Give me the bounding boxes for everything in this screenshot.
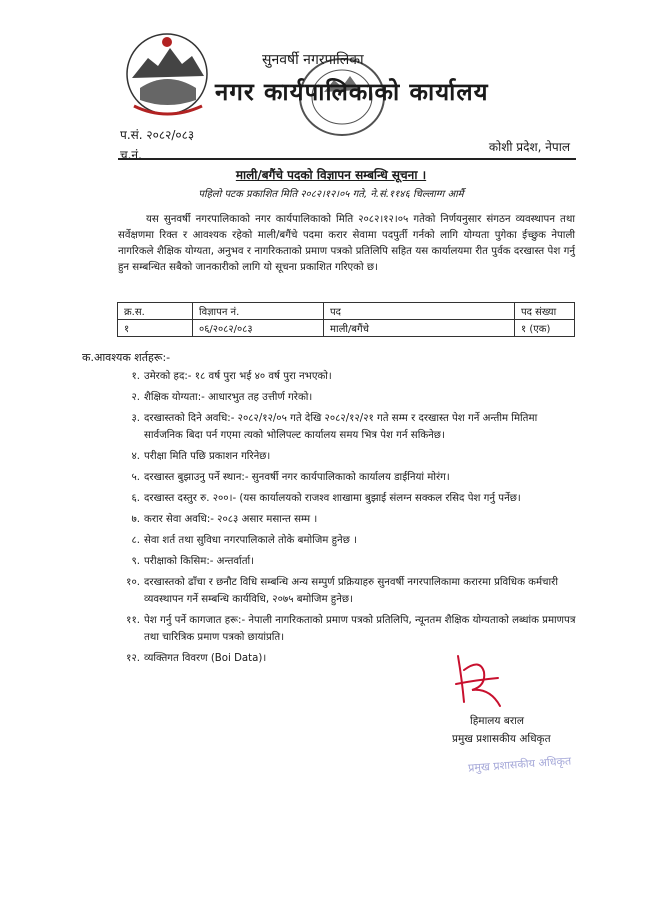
chalani-number: च.नं. — [120, 148, 142, 162]
office-name: नगर कार्यपालिकाको कार्यालय — [215, 78, 489, 106]
item-number: १०. — [126, 577, 140, 588]
list-item — [118, 511, 576, 528]
item-text: दरखास्त बुझाउनु पर्ने स्थान:- सुनवर्षी नगर कार्यपालिकाको कार्यालय डाईनियां मोरंग। — [144, 472, 450, 483]
item-number: ५. — [131, 472, 140, 483]
header-post: पद — [324, 303, 515, 320]
item-text: उमेरको हद:- १८ वर्ष पुरा भई ४० वर्ष पुरा नभएको। — [144, 371, 332, 382]
item-number: ७. — [131, 514, 140, 525]
item-text: परीक्षाको किसिम:- अन्तर्वार्ता। — [144, 556, 254, 567]
item-number: १. — [131, 371, 140, 382]
cell-advert-no: ०६/२०८२/०८३ — [193, 320, 324, 337]
item-text: परीक्षा मिति पछि प्रकाशन गरिनेछ। — [144, 451, 271, 462]
item-number: १२. — [126, 653, 140, 664]
item-number: ४. — [131, 451, 140, 462]
cell-post-count: १ (एक) — [515, 320, 575, 337]
item-number: २. — [131, 392, 140, 403]
list-item — [118, 490, 576, 507]
item-number: ८. — [131, 535, 140, 546]
item-text: दरखास्तको दिने अवधि:- २०८२/१२/०५ गते देखि २०८२/१२/२१ गते सम्म र दरखास्त पेश गर्ने अन्तीम मितिमा सार्वजनिक बिदा पर्न गएमा त्यको भोलिपल्ट कार्यालय समय भित्र पेश गर्न सकिनेछ। — [144, 413, 538, 441]
notice-intro: यस सुनवर्षी नगरपालिकाको नगर कार्यपालिकाको मिति २०८२।१२।०५ गतेको निर्णयनुसार संगठन व्यवस्थापन तथा सर्वेक्षणमा रिक्त र आवश्यक रहेको माली/बगैंचे पदमा करार सेवामा पदपुर्ती गर्नको लागि योग्यता पुगेका ईच्छुक नेपाली नागरिकले शैक्षिक योग्यता, अनुभव र नागरिकताको प्रमाण पत्रको प्रतिलिपि सहित यस कार्यालयमा रीत पुर्वक दरखास्त पेश गर्नु हुन सम्बन्धित सबैको जानकारीको लागि यो सूचना प्रकाशित गरिएको छ। — [118, 214, 575, 273]
list-item — [118, 410, 576, 444]
item-text: करार सेवा अवधि:- २०८३ असार मसान्त सम्म । — [144, 514, 318, 525]
item-number: ११. — [126, 615, 140, 626]
notice-subject-text: माली/बगैंचे पदको विज्ञापन सम्बन्धि सूचना । — [235, 168, 427, 182]
conditions-list — [118, 368, 576, 671]
signature-icon — [450, 650, 510, 710]
list-item — [118, 553, 576, 570]
item-number: ९. — [131, 556, 140, 567]
header-post-count: पद संख्या — [515, 303, 575, 320]
item-text: शैक्षिक योग्यता:- आधारभुत तह उत्तीर्ण गरेको। — [144, 392, 313, 403]
item-text: पेश गर्नु पर्ने कागजात हरू:- नेपाली नागरिकताको प्रमाण पत्रको प्रतिलिपि, न्यूनतम शैक्षिक योग्यताको लब्धांक प्रमाणपत्र तथा चारित्रिक प्रमाण पत्रको छायांप्रति। — [144, 615, 576, 643]
publication-date: पहिलो पटक प्रकाशित मिति २०८२।१२।०५ गते, ने.सं.११४६ चिल्लाग्ग आर्मै — [198, 189, 464, 200]
designation-stamp: प्रमुख प्रशासकीय अधिकृत — [467, 754, 572, 775]
list-item — [118, 368, 576, 385]
table-row — [118, 320, 575, 337]
header-serial: क्र.स. — [118, 303, 193, 320]
cell-serial: १ — [118, 320, 193, 337]
municipality-name: सुनवर्षी नगरपालिका — [262, 52, 364, 68]
list-item — [118, 448, 576, 465]
vacancy-table — [117, 302, 575, 337]
list-item — [118, 532, 576, 549]
list-item — [118, 574, 576, 608]
header-divider — [118, 158, 576, 160]
list-item — [118, 612, 576, 646]
conditions-title: क.आवश्यक शर्तहरू:- — [82, 351, 171, 364]
province-address: कोशी प्रदेश, नेपाल — [488, 140, 570, 154]
table-header-row — [118, 303, 575, 320]
item-number: ३. — [131, 413, 140, 424]
signatory-name: हिमालय बराल — [470, 715, 524, 727]
item-text: दरखास्त दस्तुर रु. २००।- (यस कार्यालयको राजश्व शाखामा बुझाई संलग्न सक्कल रसिद पेश गर्नु पर्नेछ। — [144, 493, 521, 504]
list-item — [118, 469, 576, 486]
list-item — [118, 389, 576, 406]
notice-subject — [0, 166, 662, 183]
signatory-title: प्रमुख प्रशासकीय अधिकृत — [452, 733, 551, 745]
reference-number: प.सं. २०८२/०८३ — [120, 128, 195, 142]
government-emblem-icon — [120, 30, 215, 118]
item-text: व्यक्तिगत विवरण (Boi Data)। — [144, 653, 267, 664]
header-advert-no: विज्ञापन नं. — [193, 303, 324, 320]
cell-post: माली/बगैंचे — [324, 320, 515, 337]
item-number: ६. — [131, 493, 140, 504]
item-text: दरखास्तको ढाँचा र छनौट विधि सम्बन्धि अन्य सम्पुर्ण प्रक्रियाहरु सुनवर्षी नगरपालिकामा करारमा प्रविधिक कर्मचारी व्यवस्थापन गर्ने सम्बन्धि कार्यविधि, २०७५ बमोजिम हुनेछ। — [144, 577, 558, 605]
item-text: सेवा शर्त तथा सुविधा नगरपालिकाले तोके बमोजिम हुनेछ । — [144, 535, 357, 546]
